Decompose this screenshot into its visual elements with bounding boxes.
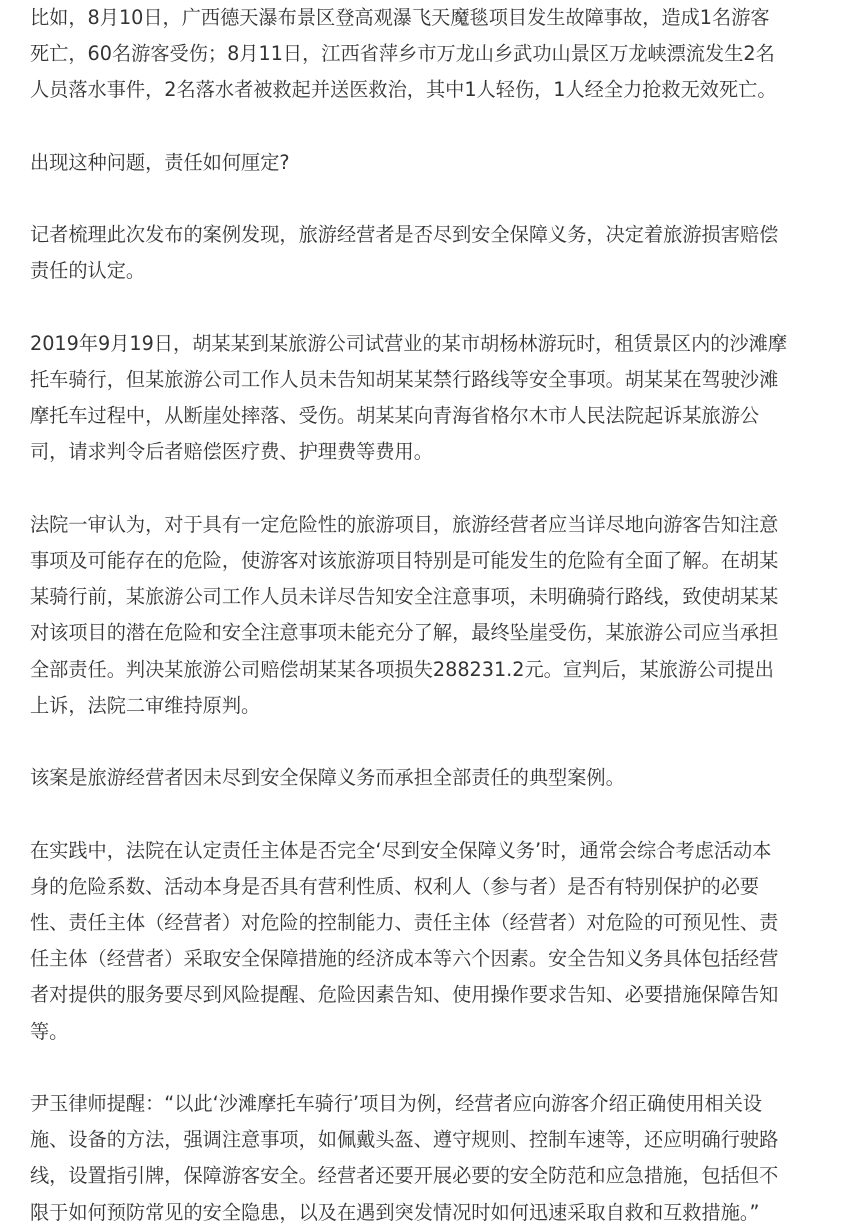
paragraph-spacer [30, 1050, 820, 1086]
paragraph-court-ruling: 法院一审认为，对于具有一定危险性的旅游项目，旅游经营者应当详尽地向游客告知注意 事项及可能存在的危险，使游客对该旅游项目特别是可能发生的危险有全面了解。在胡某 某骑行前，某旅游公司工作人员未详尽告知安全注意事项，未明确骑行路线，致使胡某某 对该项目的潜在危险和安全注意事项未能充分了解，最终坠崖受伤，某旅游公司应当承担 全部责任。判决某旅游公司赔偿胡某某各项损失288231.2元。宣判后，某旅游公司提出 上诉，法院二审维持原判。 [30, 512, 779, 717]
paragraph-accident-cases: 比如，8月10日，广西德天瀑布景区登高观瀑飞天魔毯项目发生故障事故，造成1名游客 死亡，60名游客受伤；8月11日，江西省萍乡市万龙山乡武功山景区万龙峡漂流发生2名 人员落水事件，2名落水者被救起并送医救治，其中1人轻伤，1人经全力抢救无效死亡。 [30, 6, 777, 102]
paragraph-spacer [30, 796, 820, 832]
paragraph-spacer [30, 724, 820, 760]
paragraph-lawyer-advice: 尹玉律师提醒：“以此‘沙滩摩托车骑行’项目为例，经营者应向游客介绍正确使用相关设 施、设备的方法，强调注意事项，如佩戴头盔、遵守规则、控制车速等，还应明确行驶路 线，设置指引牌，保障游客安全。经营者还要开展必要的安全防范和应急措施，包括但不 限于如何预防常见的安全隐患，以及在遇到突发情况时如何迅速采取自救和互救措施。” [30, 1091, 779, 1224]
paragraph-spacer [30, 181, 820, 217]
paragraph-practice-factors: 在实践中，法院在认定责任主体是否完全‘尽到安全保障义务’时，通常会综合考虑活动本 身的危险系数、活动本身是否具有营利性质、权利人（参与者）是否有特别保护的必要 性、责任主体（经营者）对危险的控制能力、责任主体（经营者）对危险的可预见性、责 任主体（经营者）采取安全保障措施的经济成本等六个因素。安全告知义务具体包括经营 者对提供的服务要尽到风险提醒、危险因素告知、使用操作要求告知、必要措施保障告知 等。 [30, 838, 779, 1043]
paragraph-reporter-findings: 记者梳理此次发布的案例发现，旅游经营者是否尽到安全保障义务，决定着旅游损害赔偿 责任的认定。 [30, 223, 779, 283]
paragraph-spacer [30, 471, 820, 507]
paragraph-responsibility-question: 出现这种问题，责任如何厘定? [30, 150, 290, 174]
paragraph-spacer [30, 290, 820, 326]
paragraph-spacer [30, 109, 820, 145]
article-body [30, 0, 820, 1231]
paragraph-typical-case: 该案是旅游经营者因未尽到安全保障义务而承担全部责任的典型案例。 [30, 766, 625, 790]
paragraph-case-facts: 2019年9月19日，胡某某到某旅游公司试营业的某市胡杨林游玩时，租赁景区内的沙滩摩 托车骑行，但某旅游公司工作人员未告知胡某某禁行路线等安全事项。胡某某在驾驶沙滩 摩托车过程中，从断崖处摔落、受伤。胡某某向青海省格尔木市人民法院起诉某旅游公 司，请求判令后者赔偿医疗费、护理费等费用。 [30, 331, 788, 464]
